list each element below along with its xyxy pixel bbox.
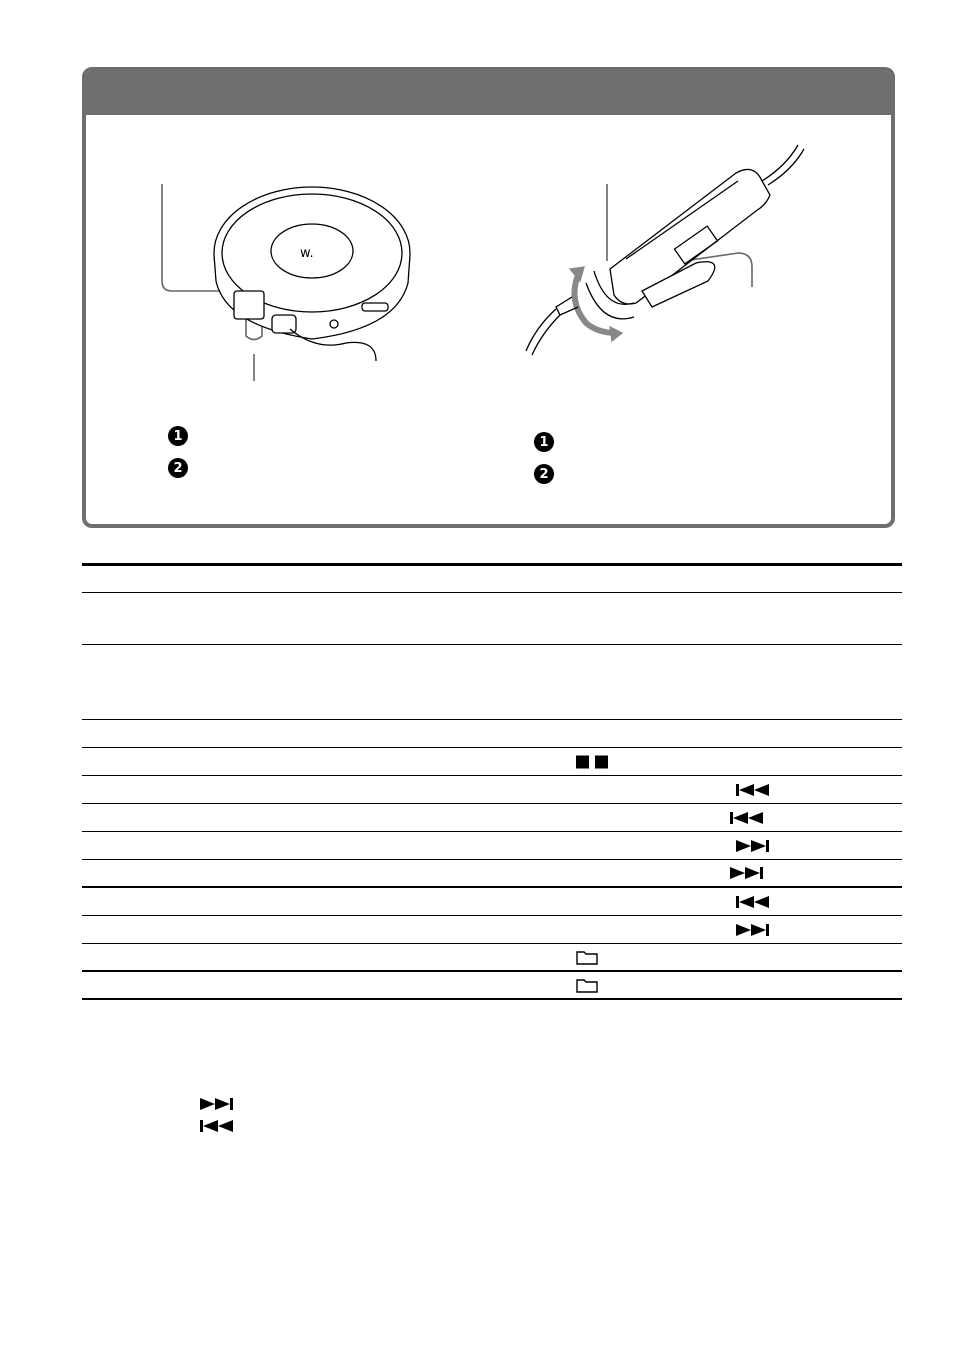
player-steps [168,420,198,484]
operation-cell [730,866,772,880]
operation-cell [736,895,778,909]
step-item [534,426,564,458]
table-row [82,832,902,860]
svg-text:w.: w. [300,246,314,261]
step-item [168,452,198,484]
step-number-badge: 1 [168,426,188,446]
next-track-icon [730,866,766,880]
table-row [82,720,902,748]
step-number-badge: 2 [534,464,554,484]
operation-cell [730,811,772,825]
operation-cell [576,977,604,993]
remote-steps [534,426,564,490]
table-row [82,944,902,972]
cd-player-illustration [162,184,410,381]
operation-cell [576,755,614,768]
remote-control-illustration [526,145,804,355]
table-row [82,972,902,1000]
step-number-badge: 2 [168,458,188,478]
table-row [82,776,902,804]
operation-cell [736,839,778,853]
step-number-badge: 1 [534,432,554,452]
note-item [200,1115,236,1137]
operation-cell [736,783,778,797]
step-item [168,420,198,452]
table-row [82,645,902,720]
illustration-panel [82,67,895,528]
previous-track-icon [736,895,772,909]
operations-table [82,563,902,1000]
stop-icon [595,755,608,768]
previous-track-icon [730,811,766,825]
table-row [82,888,902,916]
folder-icon [576,949,598,965]
note-item [200,1093,236,1115]
previous-track-icon [200,1119,236,1133]
folder-icon [576,977,598,993]
next-track-icon [736,923,772,937]
device-illustrations [86,71,895,528]
stop-icon [576,755,589,768]
previous-track-icon [736,783,772,797]
notes [200,1093,236,1137]
operation-cell [736,923,778,937]
table-row [82,593,902,645]
operation-cell [576,949,604,965]
next-track-icon [200,1097,236,1111]
table-row [82,804,902,832]
next-track-icon [736,839,772,853]
table-row [82,860,902,888]
table-row [82,916,902,944]
table-row [82,748,902,776]
table-header-row [82,563,902,593]
step-item [534,458,564,490]
